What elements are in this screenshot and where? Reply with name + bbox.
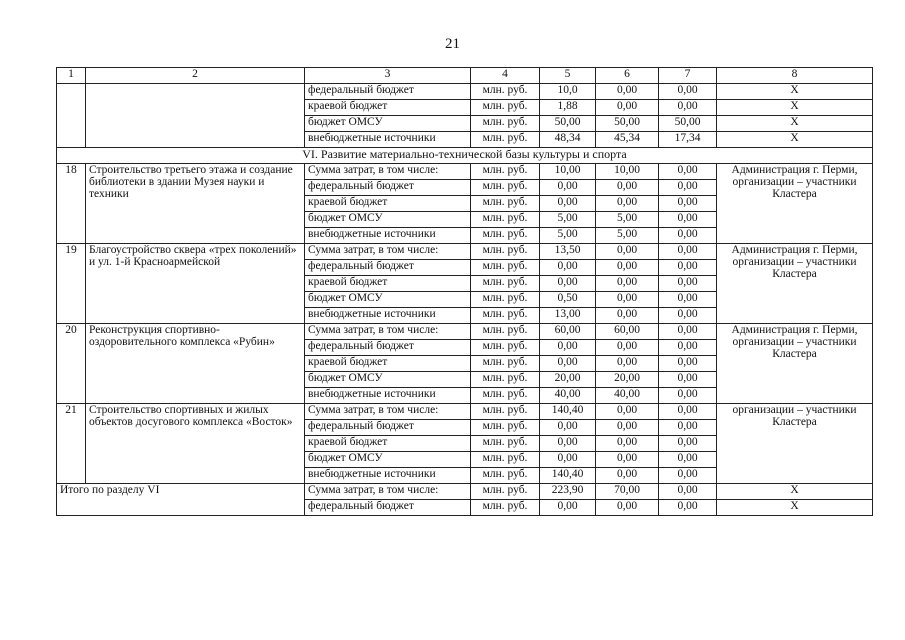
value-col6: 0,00: [596, 180, 659, 196]
value-col6: 10,00: [596, 164, 659, 180]
funding-source: краевой бюджет: [305, 196, 471, 212]
value-col6: 0,00: [596, 308, 659, 324]
value-col7: 0,00: [659, 436, 717, 452]
table-row: [57, 404, 873, 420]
unit: млн. руб.: [471, 420, 540, 436]
header-cell: 4: [471, 68, 540, 84]
unit: млн. руб.: [471, 212, 540, 228]
section-title: VI. Развитие материально-технической базы культуры и спорта: [57, 148, 873, 164]
unit: млн. руб.: [471, 436, 540, 452]
value-col5: 0,00: [540, 436, 596, 452]
funding-source: бюджет ОМСУ: [305, 116, 471, 132]
funding-source: краевой бюджет: [305, 436, 471, 452]
empty-name-cell: [86, 84, 305, 148]
table-row: [57, 244, 873, 260]
funding-source: федеральный бюджет: [305, 340, 471, 356]
unit: млн. руб.: [471, 340, 540, 356]
value-col6: 0,00: [596, 436, 659, 452]
value-col8: X: [717, 500, 873, 516]
unit: млн. руб.: [471, 228, 540, 244]
value-col5: 0,00: [540, 452, 596, 468]
value-col6: 0,00: [596, 100, 659, 116]
item-number: 20: [57, 324, 86, 404]
unit: млн. руб.: [471, 260, 540, 276]
item-number: 18: [57, 164, 86, 244]
unit: млн. руб.: [471, 244, 540, 260]
value-col6: 0,00: [596, 420, 659, 436]
value-col5: 10,0: [540, 84, 596, 100]
unit: млн. руб.: [471, 404, 540, 420]
value-col5: 0,00: [540, 276, 596, 292]
responsible-party: Администрация г. Перми, организации – участники Кластера: [717, 244, 873, 324]
value-col7: 0,00: [659, 228, 717, 244]
value-col6: 70,00: [596, 484, 659, 500]
funding-source: федеральный бюджет: [305, 500, 471, 516]
header-cell: 1: [57, 68, 86, 84]
funding-source: Сумма затрат, в том числе:: [305, 244, 471, 260]
value-col7: 0,00: [659, 404, 717, 420]
header-cell: 7: [659, 68, 717, 84]
value-col6: 0,00: [596, 260, 659, 276]
value-col7: 0,00: [659, 308, 717, 324]
value-col5: 20,00: [540, 372, 596, 388]
funding-source: бюджет ОМСУ: [305, 452, 471, 468]
table-row: [57, 324, 873, 340]
item-name: Благоустройство сквера «трех поколений» и ул. 1-й Красноармейской: [86, 244, 305, 324]
value-col6: 50,00: [596, 116, 659, 132]
unit: млн. руб.: [471, 324, 540, 340]
value-col7: 0,00: [659, 324, 717, 340]
value-col8: X: [717, 100, 873, 116]
value-col5: 0,00: [540, 340, 596, 356]
value-col6: 0,00: [596, 340, 659, 356]
value-col5: 13,00: [540, 308, 596, 324]
funding-source: внебюджетные источники: [305, 308, 471, 324]
value-col7: 0,00: [659, 180, 717, 196]
section-row: [57, 148, 873, 164]
header-row: [57, 68, 873, 84]
funding-source: внебюджетные источники: [305, 228, 471, 244]
funding-source: бюджет ОМСУ: [305, 372, 471, 388]
unit: млн. руб.: [471, 276, 540, 292]
page-number: 21: [445, 36, 460, 52]
value-col5: 40,00: [540, 388, 596, 404]
value-col8: X: [717, 132, 873, 148]
unit: млн. руб.: [471, 100, 540, 116]
value-col5: 0,00: [540, 180, 596, 196]
total-row: [57, 484, 873, 500]
table-row: [57, 84, 873, 100]
value-col7: 0,00: [659, 292, 717, 308]
unit: млн. руб.: [471, 164, 540, 180]
value-col6: 0,00: [596, 468, 659, 484]
value-col7: 0,00: [659, 372, 717, 388]
value-col5: 0,00: [540, 500, 596, 516]
unit: млн. руб.: [471, 116, 540, 132]
value-col5: 223,90: [540, 484, 596, 500]
funding-source: бюджет ОМСУ: [305, 292, 471, 308]
table-row: [57, 164, 873, 180]
value-col6: 20,00: [596, 372, 659, 388]
item-number: 21: [57, 404, 86, 484]
value-col6: 0,00: [596, 356, 659, 372]
budget-table: [56, 67, 873, 516]
total-label: Итого по разделу VI: [57, 484, 305, 516]
value-col6: 0,00: [596, 500, 659, 516]
value-col7: 0,00: [659, 196, 717, 212]
value-col6: 0,00: [596, 244, 659, 260]
value-col7: 0,00: [659, 212, 717, 228]
value-col8: X: [717, 116, 873, 132]
value-col7: 0,00: [659, 388, 717, 404]
header-cell: 2: [86, 68, 305, 84]
header-cell: 5: [540, 68, 596, 84]
value-col7: 0,00: [659, 276, 717, 292]
value-col7: 0,00: [659, 420, 717, 436]
value-col7: 0,00: [659, 100, 717, 116]
value-col7: 0,00: [659, 244, 717, 260]
header-cell: 3: [305, 68, 471, 84]
funding-source: Сумма затрат, в том числе:: [305, 404, 471, 420]
responsible-party: Администрация г. Перми, организации – участники Кластера: [717, 324, 873, 404]
value-col7: 0,00: [659, 484, 717, 500]
value-col7: 0,00: [659, 452, 717, 468]
value-col7: 0,00: [659, 468, 717, 484]
funding-source: федеральный бюджет: [305, 180, 471, 196]
value-col6: 40,00: [596, 388, 659, 404]
value-col6: 60,00: [596, 324, 659, 340]
value-col5: 50,00: [540, 116, 596, 132]
value-col8: X: [717, 484, 873, 500]
funding-source: внебюджетные источники: [305, 132, 471, 148]
value-col6: 5,00: [596, 212, 659, 228]
value-col7: 0,00: [659, 84, 717, 100]
item-name: Строительство спортивных и жилых объектов досугового комплекса «Восток»: [86, 404, 305, 484]
value-col5: 13,50: [540, 244, 596, 260]
unit: млн. руб.: [471, 452, 540, 468]
value-col5: 48,34: [540, 132, 596, 148]
funding-source: внебюджетные источники: [305, 388, 471, 404]
value-col6: 45,34: [596, 132, 659, 148]
funding-source: Сумма затрат, в том числе:: [305, 164, 471, 180]
value-col6: 5,00: [596, 228, 659, 244]
value-col5: 0,00: [540, 420, 596, 436]
unit: млн. руб.: [471, 132, 540, 148]
value-col7: 0,00: [659, 500, 717, 516]
funding-source: Сумма затрат, в том числе:: [305, 324, 471, 340]
responsible-party: Администрация г. Перми, организации – участники Кластера: [717, 164, 873, 244]
unit: млн. руб.: [471, 292, 540, 308]
funding-source: краевой бюджет: [305, 276, 471, 292]
value-col7: 0,00: [659, 340, 717, 356]
unit: млн. руб.: [471, 180, 540, 196]
value-col7: 0,00: [659, 164, 717, 180]
value-col8: X: [717, 84, 873, 100]
value-col5: 0,00: [540, 356, 596, 372]
value-col6: 0,00: [596, 292, 659, 308]
unit: млн. руб.: [471, 500, 540, 516]
unit: млн. руб.: [471, 388, 540, 404]
value-col6: 0,00: [596, 276, 659, 292]
item-name: Строительство третьего этажа и создание библиотеки в здании Музея науки и техники: [86, 164, 305, 244]
funding-source: внебюджетные источники: [305, 468, 471, 484]
value-col7: 17,34: [659, 132, 717, 148]
responsible-party: организации – участники Кластера: [717, 404, 873, 484]
funding-source: федеральный бюджет: [305, 260, 471, 276]
header-cell: 8: [717, 68, 873, 84]
unit: млн. руб.: [471, 484, 540, 500]
header-cell: 6: [596, 68, 659, 84]
value-col5: 5,00: [540, 228, 596, 244]
value-col5: 1,88: [540, 100, 596, 116]
value-col7: 0,00: [659, 260, 717, 276]
unit: млн. руб.: [471, 468, 540, 484]
unit: млн. руб.: [471, 308, 540, 324]
table-body: [57, 68, 873, 516]
item-name: Реконструкция спортивно-оздоровительного комплекса «Рубин»: [86, 324, 305, 404]
value-col7: 50,00: [659, 116, 717, 132]
funding-source: Сумма затрат, в том числе:: [305, 484, 471, 500]
empty-no-cell: [57, 84, 86, 148]
unit: млн. руб.: [471, 356, 540, 372]
unit: млн. руб.: [471, 196, 540, 212]
unit: млн. руб.: [471, 372, 540, 388]
value-col5: 60,00: [540, 324, 596, 340]
value-col5: 5,00: [540, 212, 596, 228]
value-col6: 0,00: [596, 196, 659, 212]
item-number: 19: [57, 244, 86, 324]
funding-source: бюджет ОМСУ: [305, 212, 471, 228]
value-col6: 0,00: [596, 452, 659, 468]
funding-source: краевой бюджет: [305, 100, 471, 116]
funding-source: краевой бюджет: [305, 356, 471, 372]
funding-source: федеральный бюджет: [305, 420, 471, 436]
value-col5: 140,40: [540, 468, 596, 484]
value-col6: 0,00: [596, 84, 659, 100]
value-col5: 140,40: [540, 404, 596, 420]
value-col5: 10,00: [540, 164, 596, 180]
value-col7: 0,00: [659, 356, 717, 372]
value-col5: 0,50: [540, 292, 596, 308]
value-col5: 0,00: [540, 196, 596, 212]
value-col5: 0,00: [540, 260, 596, 276]
unit: млн. руб.: [471, 84, 540, 100]
funding-source: федеральный бюджет: [305, 84, 471, 100]
value-col6: 0,00: [596, 404, 659, 420]
